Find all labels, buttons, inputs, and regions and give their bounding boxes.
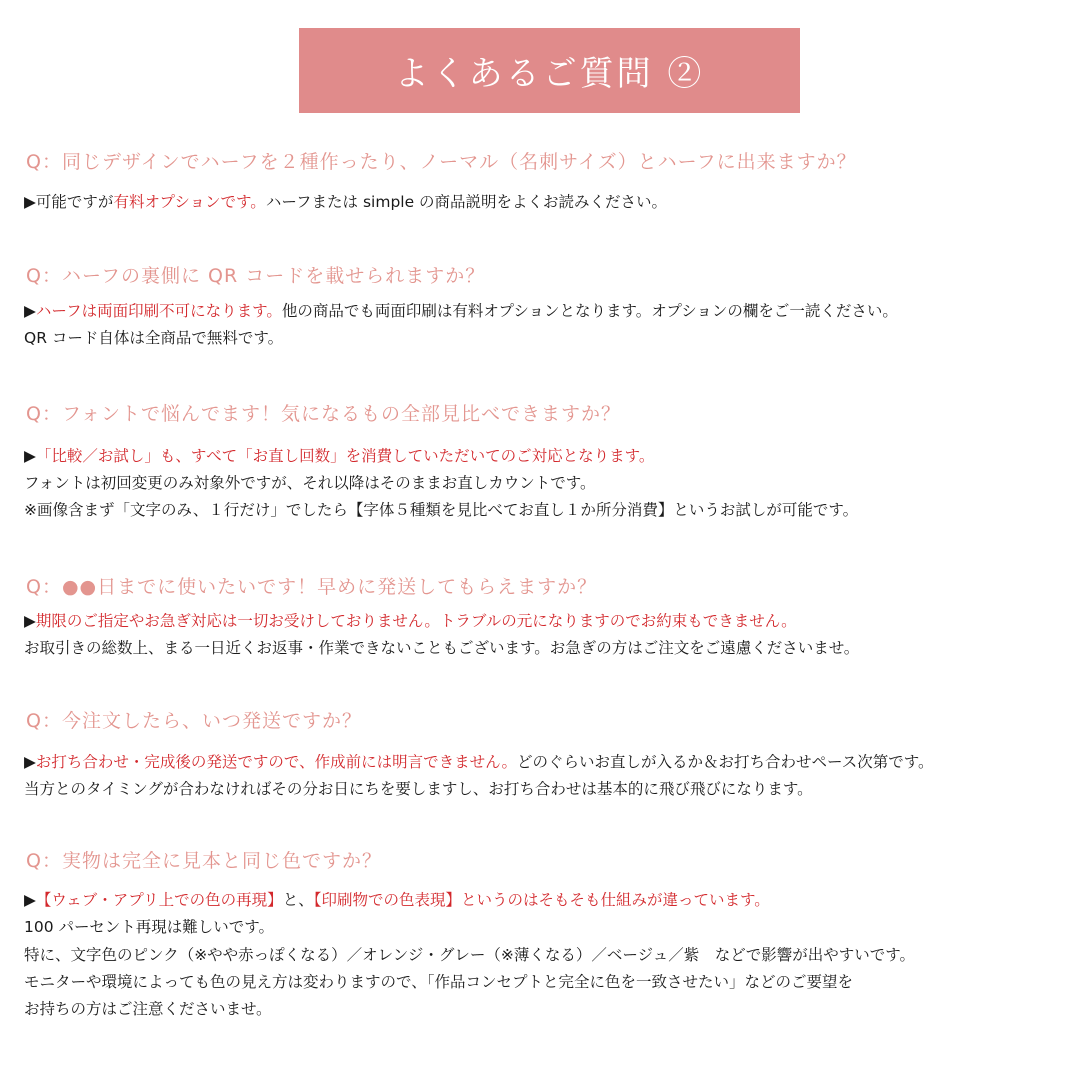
emphasis-text: ハーフは両面印刷不可になります。 xyxy=(35,302,282,320)
answer-text: 100 パーセント再現は難しいです。 xyxy=(24,918,274,936)
answer-text: 特に、文字色のピンク（※やや赤っぽくなる）／オレンジ・グレー（※薄くなる）／ベージュ／紫 などで影響が出やすいです。 xyxy=(24,946,916,964)
answer-text: と、 xyxy=(282,891,314,909)
faq-question: Q：同じデザインでハーフを２種作ったり、ノーマル（名刺サイズ）とハーフに出来ますか？ xyxy=(26,151,857,173)
faq-answer-line xyxy=(24,191,667,213)
emphasis-text: 期限のご指定やお急ぎ対応は一切お受けしておりません。トラブルの元になりますのでお約束もできません。 xyxy=(35,612,797,630)
answer-text: フォントは初回変更のみ対象外ですが、それ以降はそのままお直しカウントです。 xyxy=(24,474,596,492)
answer-text: QR コード自体は全商品で無料です。 xyxy=(24,329,284,347)
answer-text: 他の商品でも両面印刷は有料オプションとなります。オプションの欄をご一読ください。 xyxy=(281,302,898,320)
triangle-bullet-icon: ▶ xyxy=(24,302,36,320)
answer-text: 可能ですが xyxy=(35,193,114,211)
faq-answer-line xyxy=(24,751,934,773)
faq-answer-line xyxy=(24,998,272,1020)
answer-text: モニターや環境によっても色の見え方は変わりますので、「作品コンセプトと完全に色を一致させたい」などのご要望を xyxy=(24,973,853,991)
emphasis-text: 「比較／お試し」も、すべて「お直し回数」を消費していただいてのご対応となります。 xyxy=(35,447,655,465)
emphasis-text: 有料オプションです。 xyxy=(113,193,266,211)
faq-answer-line xyxy=(24,971,853,993)
triangle-bullet-icon: ▶ xyxy=(24,753,36,771)
answer-text: 当方とのタイミングが合わなければその分お日にちを要しますし、お打ち合わせは基本的に飛び飛びになります。 xyxy=(24,780,813,798)
answer-text: お取引きの総数上、まる一日近くお返事・作業できないこともございます。お急ぎの方はご注文をご遠慮くださいませ。 xyxy=(24,639,860,657)
triangle-bullet-icon: ▶ xyxy=(24,193,36,211)
faq-answer-line xyxy=(24,327,283,349)
emphasis-text: 【ウェブ・アプリ上での色の再現】 xyxy=(35,891,283,909)
triangle-bullet-icon: ▶ xyxy=(24,447,36,465)
faq-question: Q：●●日までに使いたいです！早めに発送してもらえますか？ xyxy=(26,576,598,598)
triangle-bullet-icon: ▶ xyxy=(24,612,36,630)
emphasis-text: お打ち合わせ・完成後の発送ですので、作成前には明言できません。 xyxy=(35,753,518,771)
emphasis-text: 【印刷物での色表現】というのはそもそも仕組みが違っています。 xyxy=(313,891,770,909)
faq-question: Q：今注文したら、いつ発送ですか？ xyxy=(26,710,362,732)
faq-answer-line xyxy=(24,499,858,521)
answer-text: ※画像含まず「文字のみ、１行だけ」でしたら【字体５種類を見比べてお直し１か所分消費】というお試しが可能です。 xyxy=(24,501,859,519)
faq-question: Q：ハーフの裏側に QR コードを載せられますか？ xyxy=(26,265,486,287)
faq-answer-line xyxy=(24,944,915,966)
faq-answer-line xyxy=(24,610,797,632)
answer-text: ハーフまたは simple の商品説明をよくお読みください。 xyxy=(265,193,668,211)
faq-question: Q：フォントで悩んでます！気になるもの全部見比べできますか？ xyxy=(26,403,622,425)
faq-answer-line xyxy=(24,445,654,467)
faq-answer-line xyxy=(24,889,770,911)
faq-answer-line xyxy=(24,300,898,322)
triangle-bullet-icon: ▶ xyxy=(24,891,36,909)
answer-text: どのぐらいお直しが入るか＆お打ち合わせペース次第です。 xyxy=(517,753,934,771)
page-title: よくあるご質問 ② xyxy=(394,54,705,94)
faq-question: Q：実物は完全に見本と同じ色ですか？ xyxy=(26,850,382,872)
faq-answer-line xyxy=(24,472,596,494)
faq-answer-line xyxy=(24,637,859,659)
page-title-banner xyxy=(299,28,800,113)
faq-answer-line xyxy=(24,916,274,938)
faq-answer-line xyxy=(24,778,813,800)
answer-text: お持ちの方はご注意くださいませ。 xyxy=(24,1000,272,1018)
